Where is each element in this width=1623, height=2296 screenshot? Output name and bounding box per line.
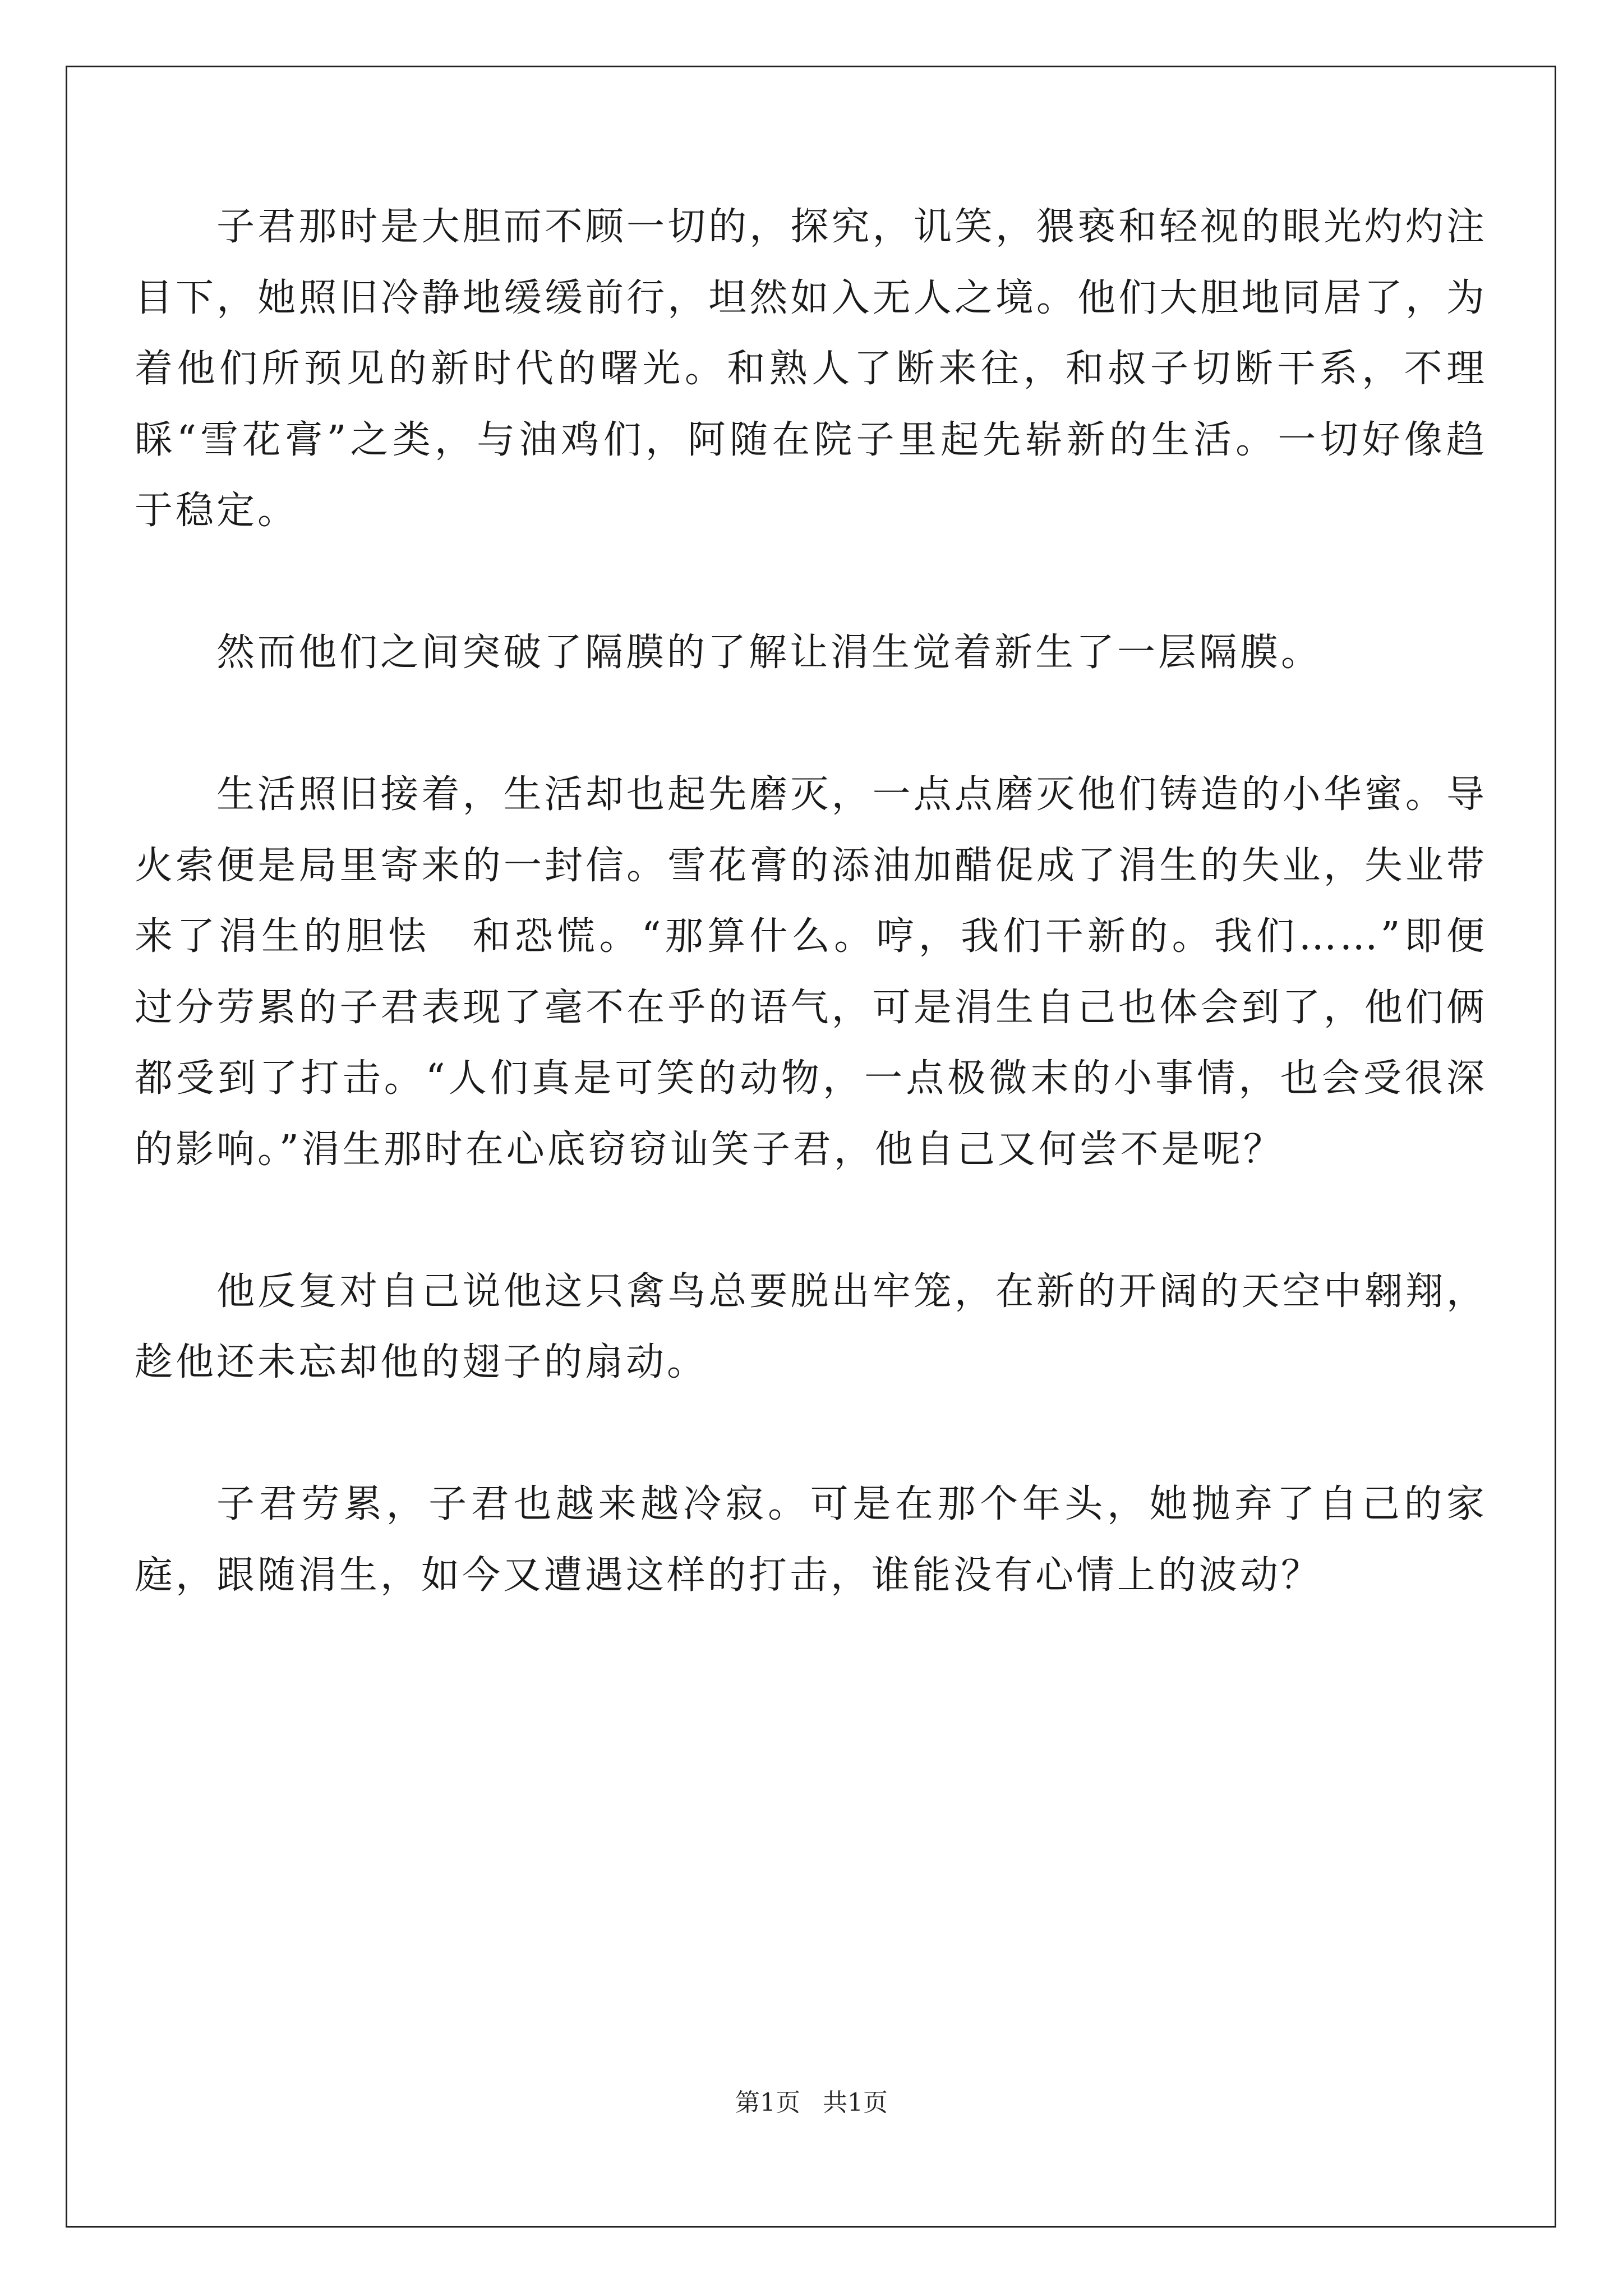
paragraph-2: 然而他们之间突破了隔膜的了解让涓生觉着新生了一层隔膜。 <box>216 631 1322 675</box>
page-footer <box>0 2082 1623 2118</box>
paragraph-3: 生活照旧接着，生活却也起先磨灭，一点点磨灭他们铸造的小华蜜。导火索便是局里寄来的一封信。雪花膏的添油加醋促成了涓生的失业，失业带来了涓生的胆怯 和恐慌。“那算什么。哼，我们干新的。我们……”即便过分劳累的子君表现了毫不在乎的语气，可是涓生自己也体会到了，他们俩都受到了打击。“人们真是可笑的动物，一点极微末的小事情，也会受很深的影响。”涓生那时在心底窃窃讪笑子君，他自己又何尝不是呢？ <box>135 772 1487 1172</box>
paragraph-4: 他反复对自己说他这只禽鸟总要脱出牢笼，在新的开阔的天空中翱翔，趁他还未忘却他的翅子的扇动。 <box>135 1269 1487 1384</box>
paragraph-1: 子君那时是大胆而不顾一切的，探究，讥笑，猥亵和轻视的眼光灼灼注目下，她照旧冷静地缓缓前行，坦然如入无人之境。他们大胆地同居了，为着他们所预见的新时代的曙光。和熟人了断来往，和叔子切断干系，不理睬“雪花膏”之类，与油鸡们，阿随在院子里起先崭新的生活。一切好像趋于稳定。 <box>135 205 1487 533</box>
page-total: 共1页 <box>823 2088 888 2117</box>
page-number: 第1页 <box>735 2088 800 2117</box>
document-body <box>135 192 1487 1611</box>
paragraph-5: 子君劳累，子君也越来越冷寂。可是在那个年头，她抛弃了自己的家庭，跟随涓生，如今又遭遇这样的打击，谁能没有心情上的波动？ <box>135 1482 1487 1598</box>
